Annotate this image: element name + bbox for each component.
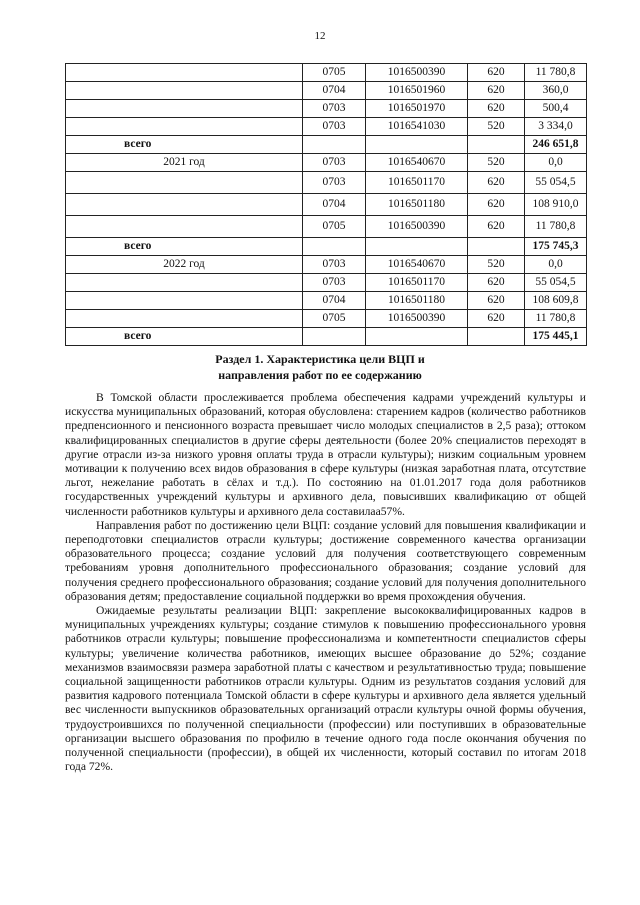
target-article-cell: 1016501170: [366, 274, 468, 292]
amount-cell: 55 054,5: [525, 274, 587, 292]
section-title-line-1: Раздел 1. Характеристика цели ВЦП и: [215, 352, 425, 366]
target-article-cell: 1016540670: [366, 256, 468, 274]
target-article-cell: 1016500390: [366, 310, 468, 328]
table-row: [66, 172, 587, 194]
section-code-cell: [303, 238, 366, 256]
section-code-cell: 0705: [303, 64, 366, 82]
amount-cell: 108 609,8: [525, 292, 587, 310]
row-label-cell: [66, 82, 303, 100]
table-total-row: [66, 238, 587, 256]
table-row: [66, 118, 587, 136]
row-label-cell: [66, 216, 303, 238]
target-article-cell: 1016541030: [366, 118, 468, 136]
table-row: [66, 292, 587, 310]
row-label-cell: всего: [66, 136, 303, 154]
section-code-cell: 0704: [303, 292, 366, 310]
target-article-cell: 1016540670: [366, 154, 468, 172]
amount-cell: 0,0: [525, 256, 587, 274]
table-row: [66, 82, 587, 100]
page-number: 12: [314, 30, 326, 42]
section-title-line-2: направления работ по ее содержанию: [218, 368, 422, 382]
amount-cell: 175 745,3: [525, 238, 587, 256]
body-text: [65, 391, 586, 774]
section-code-cell: 0704: [303, 82, 366, 100]
expense-type-cell: 620: [468, 292, 525, 310]
section-code-cell: 0703: [303, 274, 366, 292]
amount-cell: 11 780,8: [525, 216, 587, 238]
budget-table-body: [66, 64, 587, 346]
table-row: [66, 64, 587, 82]
target-article-cell: [366, 238, 468, 256]
section-code-cell: [303, 328, 366, 346]
table-total-row: [66, 136, 587, 154]
section-code-cell: 0703: [303, 256, 366, 274]
expense-type-cell: [468, 328, 525, 346]
expense-type-cell: 620: [468, 64, 525, 82]
target-article-cell: 1016501170: [366, 172, 468, 194]
section-code-cell: 0705: [303, 310, 366, 328]
expense-type-cell: [468, 136, 525, 154]
section-code-cell: [303, 136, 366, 154]
table-row: [66, 256, 587, 274]
target-article-cell: 1016501970: [366, 100, 468, 118]
expense-type-cell: 520: [468, 256, 525, 274]
row-label-cell: [66, 292, 303, 310]
expense-type-cell: 620: [468, 216, 525, 238]
row-label-cell: 2022 год: [66, 256, 303, 274]
expense-type-cell: 620: [468, 100, 525, 118]
expense-type-cell: 620: [468, 310, 525, 328]
table-row: [66, 154, 587, 172]
section-code-cell: 0703: [303, 118, 366, 136]
amount-cell: 55 054,5: [525, 172, 587, 194]
amount-cell: 246 651,8: [525, 136, 587, 154]
amount-cell: 3 334,0: [525, 118, 587, 136]
amount-cell: 108 910,0: [525, 194, 587, 216]
amount-cell: 11 780,8: [525, 310, 587, 328]
paragraph-results: Ожидаемые результаты реализации ВЦП: закрепление высококвалифицированных кадров в муниципальных учреждениях культуры; создание стимулов к повышению профессионального уровня работников отрасли культуры; повышение профессионализма и компетентности специалистов сферы культуры; увеличение количества работников, имеющих высшее образование до 52%; создание механизмов взаимосвязи размера заработной платы с качеством и результативностью труда; повышение социальной защищенности работников отрасли культуры. Одним из результатов создания условий для развития кадрового потенциала Томской области в сфере культуры и архивного дела является удельный вес численности выпускников образовательных организаций отрасли культуры очной формы обучения, трудоустроившихся по полученной специальности (профессии) или поступивших в образовательные организации высшего образования по профилю в течение одного года после окончания обучения по полученной специальности (профессии), в общей их численности, который составил по итогам 2018 года 72%.: [65, 604, 586, 774]
amount-cell: 175 445,1: [525, 328, 587, 346]
row-label-cell: [66, 194, 303, 216]
table-row: [66, 274, 587, 292]
expense-type-cell: [468, 238, 525, 256]
amount-cell: 360,0: [525, 82, 587, 100]
paragraph-directions: Направления работ по достижению цели ВЦП: создание условий для повышения квалификации и переподготовки специалистов отрасли культуры; достижение современного качества организации образовательного процесса; создание условий для получения соответствующего современным требованиям уровня дополнительного профессионального образования; создание условий для получения среднего профессионального образования; создание условий для получения дополнительного образования детям; предоставление социальной поддержки во время прохождения обучения.: [65, 518, 586, 603]
target-article-cell: [366, 328, 468, 346]
table-row: [66, 216, 587, 238]
expense-type-cell: 620: [468, 274, 525, 292]
section-code-cell: 0703: [303, 172, 366, 194]
expense-type-cell: 620: [468, 82, 525, 100]
amount-cell: 0,0: [525, 154, 587, 172]
amount-cell: 500,4: [525, 100, 587, 118]
expense-type-cell: 620: [468, 194, 525, 216]
expense-type-cell: 620: [468, 172, 525, 194]
section-code-cell: 0703: [303, 100, 366, 118]
target-article-cell: 1016500390: [366, 64, 468, 82]
row-label-cell: [66, 100, 303, 118]
expense-type-cell: 520: [468, 154, 525, 172]
table-total-row: [66, 328, 587, 346]
row-label-cell: всего: [66, 328, 303, 346]
paragraph-problem: В Томской области прослеживается проблема обеспечения кадрами учреждений культуры и искусства муниципальных образований, которая обусловлена: старением кадров (количество работников предпенсионного и пенсионного возраста превышает число молодых специалистов в 2,5 раза); оттоком квалифицированных специалистов в другие сферы деятельности (более 20% специалистов переходят в другие отрасли из-за низкого уровня оплаты труда в отрасли культуры); низким социальным уровнем мотивации к получению всех видов образования в сфере культуры (низкая заработная плата, отсутствие льгот, нежелание работать в сёлах и т.д.). По состоянию на 01.01.2017 года доля работников государственных учреждений культуры и архивного дела, повысивших квалификацию от общей численности работников культуры и архивного дела составилаа57%.: [65, 391, 586, 518]
budget-table: [65, 63, 587, 346]
table-row: [66, 194, 587, 216]
section-code-cell: 0703: [303, 154, 366, 172]
row-label-cell: 2021 год: [66, 154, 303, 172]
table-row: [66, 100, 587, 118]
row-label-cell: [66, 118, 303, 136]
section-title: [0, 351, 640, 383]
table-row: [66, 310, 587, 328]
row-label-cell: [66, 64, 303, 82]
row-label-cell: [66, 172, 303, 194]
row-label-cell: всего: [66, 238, 303, 256]
section-code-cell: 0704: [303, 194, 366, 216]
target-article-cell: 1016501180: [366, 292, 468, 310]
target-article-cell: [366, 136, 468, 154]
target-article-cell: 1016500390: [366, 216, 468, 238]
target-article-cell: 1016501180: [366, 194, 468, 216]
section-code-cell: 0705: [303, 216, 366, 238]
amount-cell: 11 780,8: [525, 64, 587, 82]
row-label-cell: [66, 310, 303, 328]
target-article-cell: 1016501960: [366, 82, 468, 100]
expense-type-cell: 520: [468, 118, 525, 136]
row-label-cell: [66, 274, 303, 292]
